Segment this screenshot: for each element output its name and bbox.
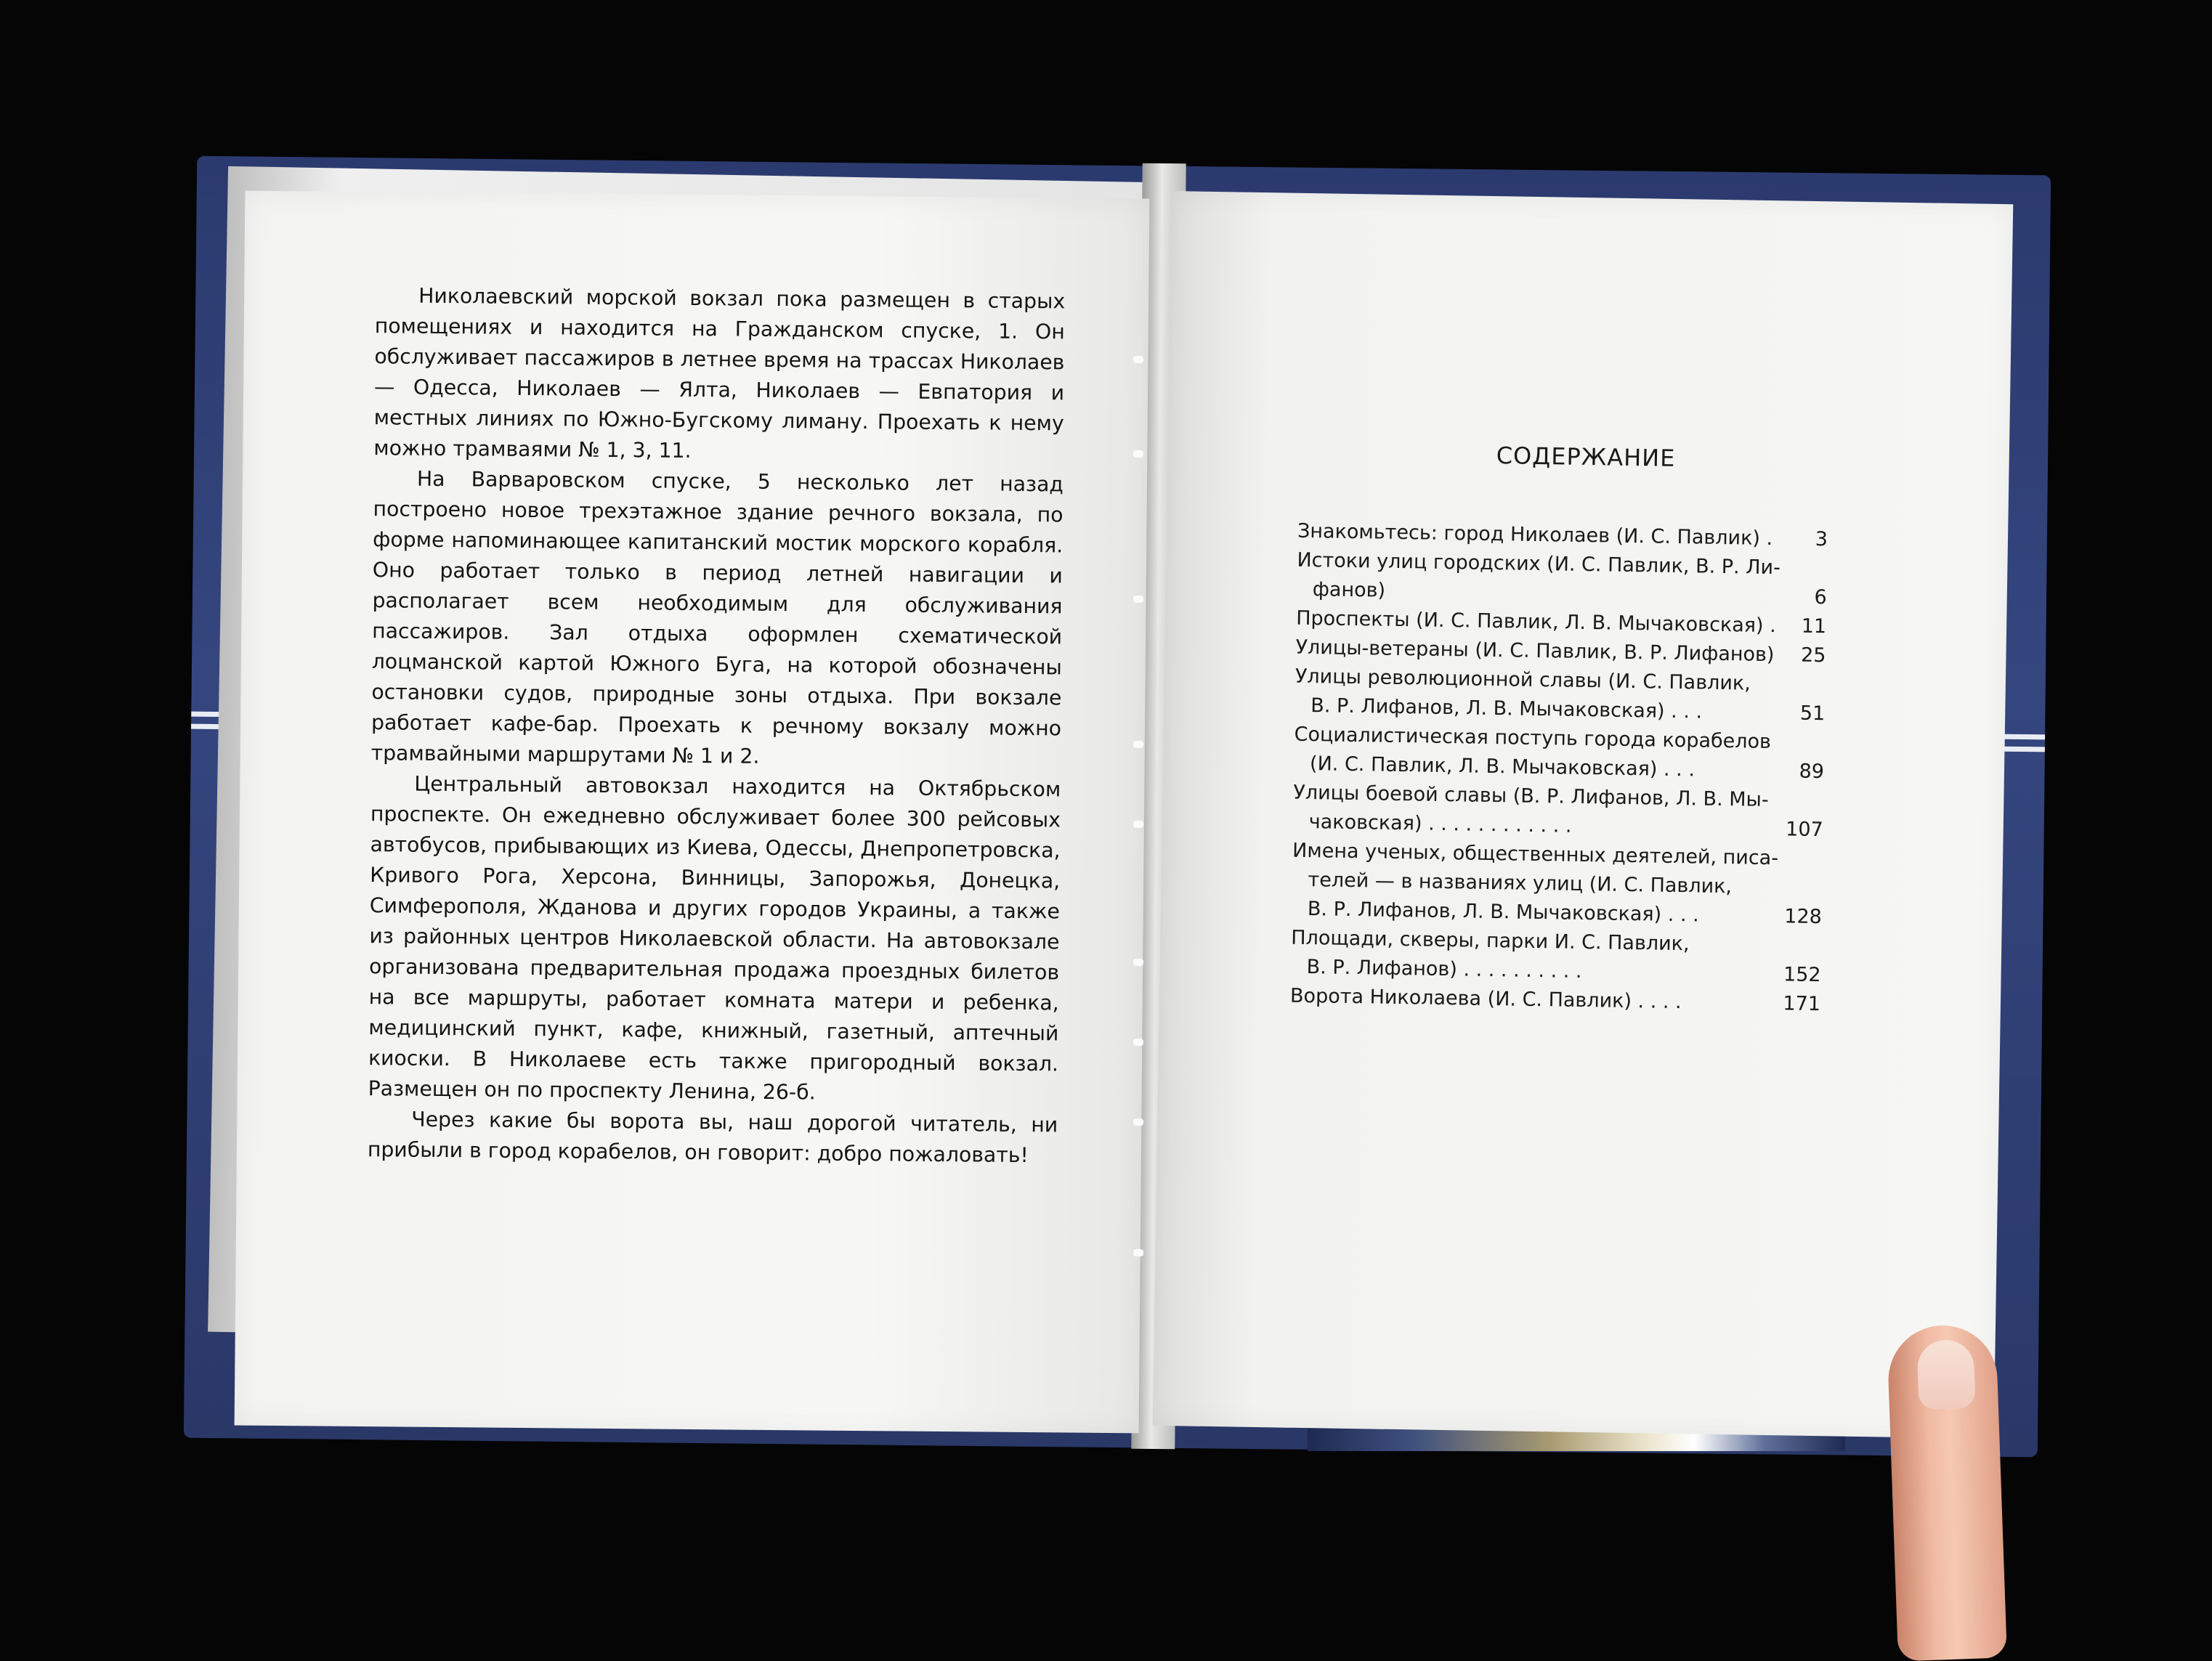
- toc-page-number: 107: [1785, 818, 1823, 842]
- toc-page-number: 6: [1814, 585, 1827, 609]
- toc-entry-title-line: Имена ученых, общественных деятелей, писа-: [1292, 839, 1779, 870]
- binding-stitch: [1133, 1039, 1143, 1046]
- toc-entry-title-line: (И. С. Павлик, Л. В. Мычаковская) . . .: [1309, 752, 1696, 781]
- binding-stitch: [1133, 959, 1143, 966]
- toc-page-number: 128: [1784, 905, 1823, 929]
- toc-entry-title-line: Социалистическая поступь города корабелов: [1294, 723, 1772, 754]
- binding-stitch: [1133, 821, 1143, 828]
- toc-title: СОДЕРЖАНИЕ: [1496, 442, 1676, 472]
- toc-entry-title-line: телей — в названиях улиц (И. С. Павлик,: [1308, 869, 1733, 898]
- toc-entry: [1292, 779, 1823, 845]
- toc-page-number: 152: [1783, 963, 1821, 987]
- toc-entry: [1294, 720, 1825, 787]
- binding-stitch: [1133, 1118, 1143, 1126]
- toc-page-number: 171: [1783, 992, 1821, 1016]
- toc-entry: [1292, 837, 1823, 932]
- toc-entry-title-line: Улицы революционной славы (И. С. Павлик,: [1295, 665, 1751, 695]
- binding-stitch: [1133, 450, 1143, 458]
- toc-entry-title-line: В. Р. Лифанов, Л. В. Мычаковская) . . .: [1307, 898, 1699, 927]
- thumbnail: [1916, 1339, 1975, 1410]
- left-page-text: [368, 280, 1066, 1171]
- right-page: [1153, 191, 2014, 1439]
- toc-entry-title-line: Ворота Николаева (И. С. Павлик) . . . .: [1289, 984, 1682, 1014]
- toc-page-number: 25: [1800, 643, 1826, 667]
- toc-entry: [1297, 546, 1828, 612]
- toc-entry-title-line: Площади, скверы, парки И. С. Павлик,: [1291, 926, 1690, 956]
- binding-stitch: [1133, 741, 1143, 748]
- binding-stitch: [1133, 1249, 1143, 1256]
- toc-page-number: 89: [1799, 760, 1825, 784]
- toc-entry-title-line: Улицы боевой славы (В. Р. Лифанов, Л. В. Мы-: [1293, 781, 1769, 812]
- paragraph: На Варваровском спуске, 5 несколько лет назад построено новое трехэтажное здание речного вокзала, по форме напоминающее капитанский мостик морского корабля. Оно работает только в период летней навигации и располагает всем необходимым для обслуживания пассажиров. Зал отдыха оформлен схематической лоцманской картой Южного Буга, на которой обозначены остановки судов, природные зоны отдыха. При вокзале работает кафе-бар. Проехать к речному вокзалу можно трамвайными маршрутами № 1 и 2.: [370, 466, 1064, 768]
- table-of-contents: [1290, 517, 1828, 1019]
- toc-entry-title-line: Улицы-ветераны (И. С. Павлик, В. Р. Лифанов): [1295, 635, 1775, 667]
- toc-entry-title-line: Проспекты (И. С. Павлик, Л. В. Мычаковская) .: [1295, 606, 1776, 638]
- toc-entry: [1295, 662, 1826, 728]
- toc-entry-title-line: чаковская) . . . . . . . . . . . .: [1308, 811, 1572, 837]
- left-page: [235, 191, 1150, 1434]
- paragraph: Центральный автовокзал находится на Октябрьском проспекте. Он ежедневно обслуживает более 300 рейсовых автобусов, прибывающих из Киева, Одессы, Днепропетровска, Кривого Рога, Херсона, Винницы, Запорожья, Донецка, Симферополя, Жданова и других городов Украины, а также из районных центров Николаевской области. На автовокзале организована предварительная продажа проездных билетов на все маршруты, работает комната матери и ребенка, медицинский пункт, кафе, книжный, газетный, аптечный киоски. В Николаеве есть также пригородный вокзал. Размещен он по проспекту Ленина, 26-б.: [368, 771, 1061, 1105]
- paragraph: Через какие бы ворота вы, наш дорогой читатель, ни прибыли в город корабелов, он говорит: добро пожаловать!: [367, 1107, 1058, 1168]
- toc-entry-title-line: Знакомьтесь: город Николаев (И. С. Павлик) .: [1297, 519, 1773, 551]
- paragraph: Николаевский морской вокзал пока размещен в старых помещениях и находится на Гражданском спуске, 1. Он обслуживает пассажиров в летнее время на трассах Николаев — Одесса, Николаев — Ялта, Николаев — Евпатория и местных линиях по Южно-Бугскому лиману. Проехать к нему можно трамваями № 1, 3, 11.: [373, 283, 1066, 463]
- toc-entry-title-line: фанов): [1312, 578, 1386, 602]
- binding-stitch: [1133, 596, 1143, 603]
- toc-page-number: 51: [1799, 702, 1826, 726]
- toc-entry-title-line: В. Р. Лифанов) . . . . . . . . . .: [1306, 956, 1582, 983]
- toc-page-number: 3: [1815, 527, 1828, 551]
- toc-entry-title-line: Истоки улиц городских (И. С. Павлик, В. Р. Ли-: [1297, 548, 1781, 580]
- toc-entry-title-line: В. Р. Лифанов, Л. В. Мычаковская) . . .: [1310, 694, 1703, 723]
- toc-page-number: 11: [1801, 614, 1827, 638]
- binding-stitch: [1133, 356, 1143, 363]
- toc-entry: [1290, 924, 1821, 990]
